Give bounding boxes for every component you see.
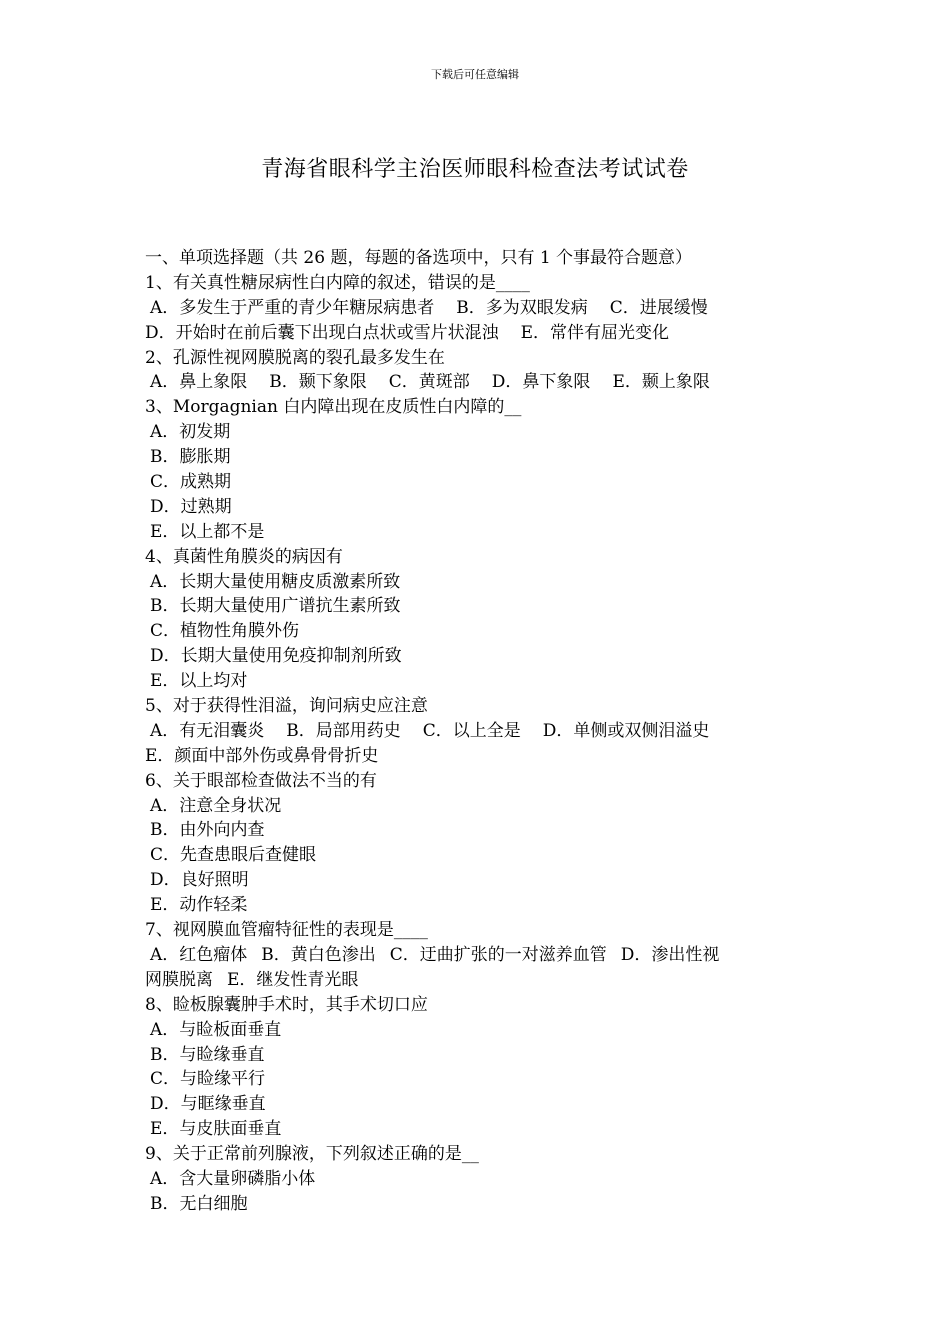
question-6-option: C．先查患眼后查健眼 <box>150 845 317 866</box>
question-7-option: C．迂曲扩张的一对滋养血管 <box>389 944 607 965</box>
section-heading: 一、单项选择题（共 26 题，每题的备选项中，只有 1 个事最符合题意） <box>145 248 693 268</box>
question-1-option: B．多为双眼发病 <box>456 297 588 318</box>
question-4-option: E．以上均对 <box>150 671 248 692</box>
question-8-option: C．与睑缘平行 <box>150 1069 266 1090</box>
question-3-option: D．过熟期 <box>150 496 232 517</box>
question-6-stem: 6、关于眼部检查做法不当的有 <box>145 770 377 791</box>
question-5-options-line <box>145 744 810 769</box>
question-3-option: C．成熟期 <box>150 472 232 493</box>
question-5-options-line <box>145 719 810 744</box>
exam-body <box>145 246 810 1217</box>
question-9-option: A．含大量卵磷脂小体 <box>150 1168 316 1189</box>
question-2-option: E．颞上象限 <box>612 372 710 393</box>
question-7-option: D．渗出性视 <box>620 944 720 965</box>
question-7-option: B．黄白色渗出 <box>261 944 376 965</box>
question-7-option: 网膜脱离 <box>145 969 213 990</box>
question-7-options-line <box>145 943 810 968</box>
question-8-option: D．与眶缘垂直 <box>150 1094 266 1115</box>
page-header: 下载后可任意编辑 <box>431 68 519 81</box>
question-8-option: B．与睑缘垂直 <box>150 1044 265 1065</box>
question-2-option: B．颞下象限 <box>269 372 367 393</box>
question-6-option: B．由外向内查 <box>150 820 265 841</box>
question-1-options-line <box>145 321 810 346</box>
question-3-option: E．以上都不是 <box>150 521 265 542</box>
question-5-stem: 5、对于获得性泪溢，询问病史应注意 <box>145 696 428 717</box>
question-4-option: A．长期大量使用糖皮质激素所致 <box>150 571 401 592</box>
question-4-option: D．长期大量使用免疫抑制剂所致 <box>150 646 402 667</box>
question-5-option: D．单侧或双侧泪溢史 <box>542 720 710 741</box>
question-8-option: E．与皮肤面垂直 <box>150 1119 282 1140</box>
question-1-option: E．常伴有屈光变化 <box>520 322 670 343</box>
question-2-option: A．鼻上象限 <box>150 372 248 393</box>
question-5-option: E．颜面中部外伤或鼻骨骨折史 <box>145 745 379 766</box>
question-7-option: E．继发性青光眼 <box>227 969 359 990</box>
question-1-options-line <box>145 296 810 321</box>
question-5-option: A．有无泪囊炎 <box>150 720 265 741</box>
question-9-stem: 9、关于正常前列腺液，下列叙述正确的是__ <box>145 1144 479 1165</box>
question-2-options-line <box>145 370 810 395</box>
question-6-option: A．注意全身状况 <box>150 795 282 816</box>
question-3-stem: 3、Morgagnian 白内障出现在皮质性白内障的__ <box>145 397 522 418</box>
question-6-option: D．良好照明 <box>150 870 249 891</box>
question-6-option: E．动作轻柔 <box>150 895 248 916</box>
question-8-option: A．与睑板面垂直 <box>150 1019 282 1040</box>
question-4-option: C．植物性角膜外伤 <box>150 621 300 642</box>
question-5-option: B．局部用药史 <box>286 720 401 741</box>
question-7-stem: 7、视网膜血管瘤特征性的表现是____ <box>145 920 428 941</box>
question-5-option: C．以上全是 <box>422 720 521 741</box>
question-9-option: B．无白细胞 <box>150 1193 248 1214</box>
question-2-option: D．鼻下象限 <box>491 372 591 393</box>
question-2-stem: 2、孔源性视网膜脱离的裂孔最多发生在 <box>145 347 445 368</box>
question-1-option: A．多发生于严重的青少年糖尿病患者 <box>150 297 435 318</box>
question-1-stem: 1、有关真性糖尿病性白内障的叙述，错误的是____ <box>145 272 530 293</box>
question-4-option: B．长期大量使用广谱抗生素所致 <box>150 596 401 617</box>
question-7-options-line <box>145 968 810 993</box>
question-8-stem: 8、睑板腺囊肿手术时，其手术切口应 <box>145 994 428 1015</box>
question-4-stem: 4、真菌性角膜炎的病因有 <box>145 546 343 567</box>
question-2-option: C．黄斑部 <box>388 372 470 393</box>
question-7-option: A．红色瘤体 <box>150 944 248 965</box>
question-1-option: D．开始时在前后囊下出现白点状或雪片状混浊 <box>145 322 499 343</box>
question-3-option: B．膨胀期 <box>150 447 231 468</box>
exam-title: 青海省眼科学主治医师眼科检查法考试试卷 <box>261 157 689 182</box>
question-1-option: C．进展缓慢 <box>609 297 708 318</box>
question-3-option: A．初发期 <box>150 422 231 443</box>
